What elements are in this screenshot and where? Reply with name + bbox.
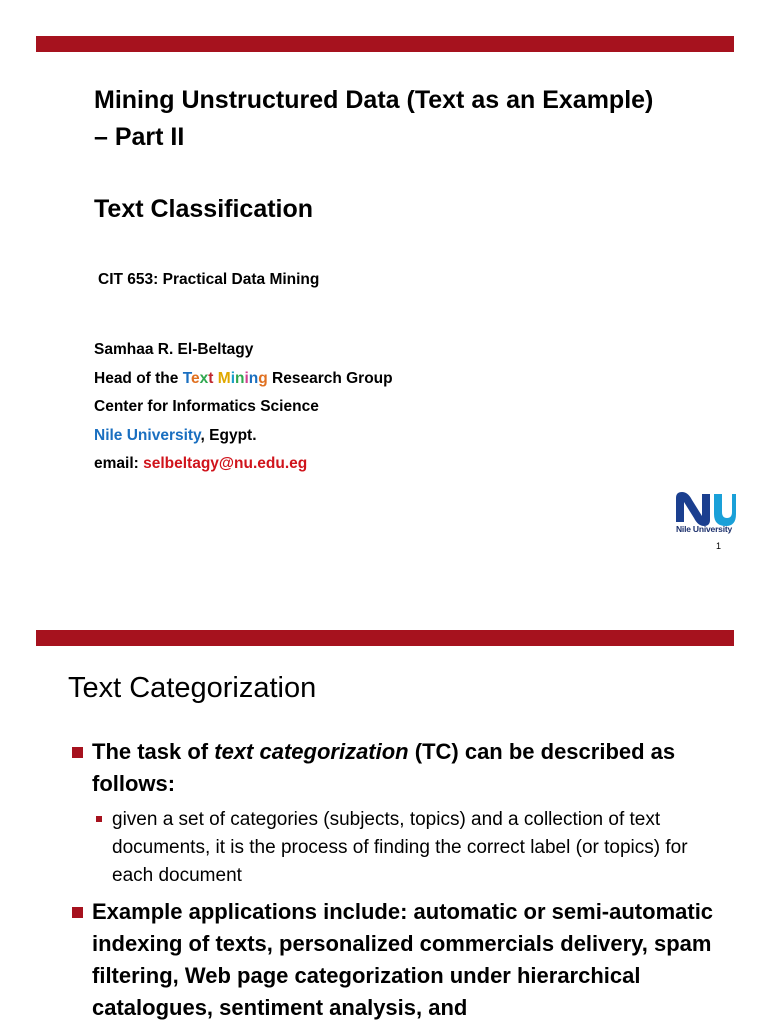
country: , Egypt.	[200, 426, 257, 444]
author-name: Samhaa R. El-Beltagy	[94, 341, 254, 358]
email-label: email:	[94, 455, 144, 472]
page-number: 1	[716, 541, 722, 551]
sub-bullet-square-icon	[96, 816, 102, 822]
bullet-text-after: (TC) can be described as follows:	[92, 739, 676, 796]
bullet-square-icon	[72, 907, 83, 918]
university-link[interactable]: Nile University	[94, 426, 201, 444]
slide-title: Mining Unstructured Data (Text as an Example) – Part II	[94, 86, 654, 151]
email-link[interactable]: selbeltagy@nu.edu.eg	[143, 455, 308, 472]
highlight-letter: x	[199, 369, 209, 387]
bullet-text-italic: text categorization	[214, 739, 409, 764]
header-bar	[36, 630, 734, 646]
sub-bullet-definition	[96, 806, 716, 890]
bullet-applications	[72, 896, 722, 1024]
highlight-letter: n	[248, 369, 259, 387]
author-role	[94, 365, 393, 394]
highlight-letter: t	[208, 369, 214, 387]
bullet-square-icon	[72, 747, 83, 758]
content-slide	[0, 600, 768, 1024]
author-center: Center for Informatics Science	[94, 398, 319, 415]
bullet-task	[72, 736, 722, 800]
logo-caption: Nile University	[675, 524, 733, 534]
highlight-letter: T	[182, 369, 192, 387]
course-name: CIT 653: Practical Data Mining	[98, 271, 320, 288]
sub-bullet-text: given a set of categories (subjects, topics) and a collection of text documents, it is the process of finding the correct label (or topics) for each document	[112, 809, 688, 886]
author-block	[94, 336, 393, 479]
highlight-letter: i	[230, 369, 235, 387]
highlight-letter: i	[244, 369, 249, 387]
bullet-text-before: The task of	[92, 739, 215, 764]
highlight-letter: n	[235, 369, 245, 387]
highlight-letter: g	[258, 369, 268, 387]
bullet-applications-text: Example applications include: automatic or semi-automatic indexing of texts, personalized commercials delivery, spam filtering, Web page categorization under hierarchical catalogues, sentiment analysis, and	[92, 899, 714, 1020]
slide-subtitle: Text Classification	[94, 195, 314, 223]
role-suffix: Research Group	[267, 369, 393, 387]
highlight-letter: M	[217, 369, 231, 387]
author-university	[94, 422, 393, 451]
header-bar	[36, 36, 734, 52]
role-highlight	[183, 370, 268, 387]
role-prefix: Head of the	[94, 369, 183, 387]
highlight-letter: e	[191, 369, 200, 387]
author-email	[94, 450, 393, 479]
slide-title: Text Categorization	[68, 672, 317, 704]
